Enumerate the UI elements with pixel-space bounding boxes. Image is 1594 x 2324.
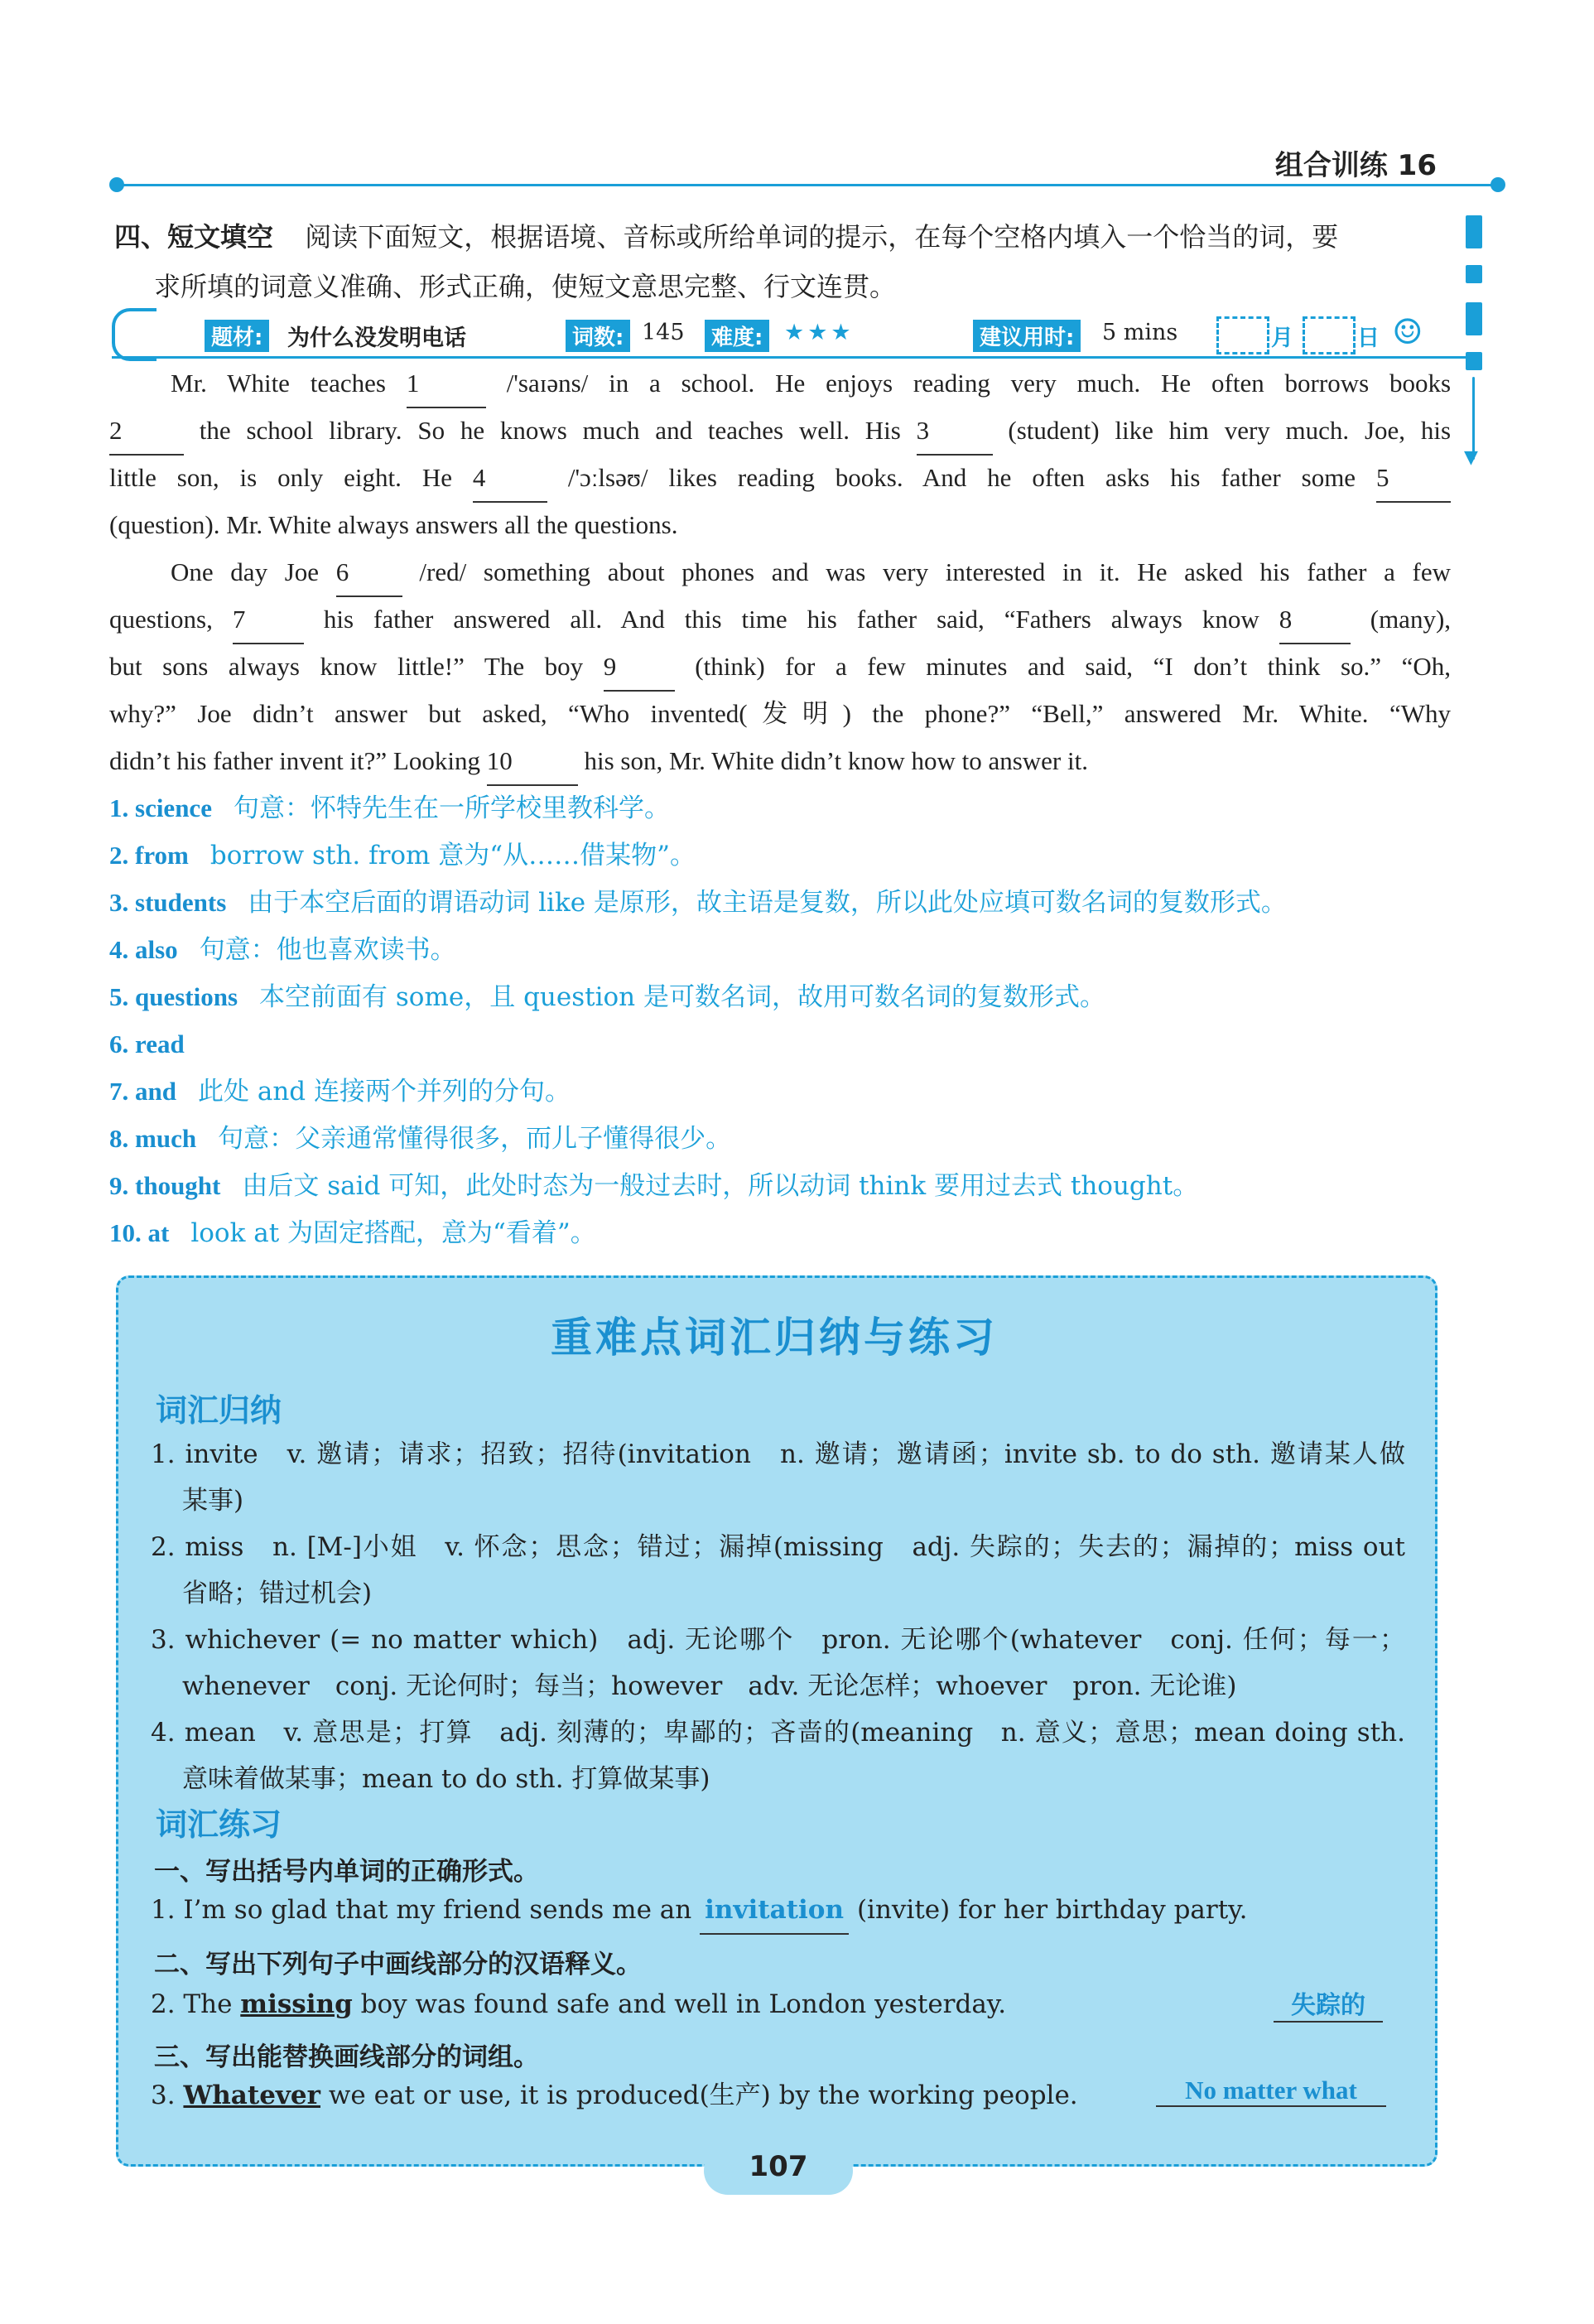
passage-line: but sons always know little!” The boy 9 (think) for a few minutes and said, “I don’t think so.” “Oh, bbox=[109, 643, 1451, 692]
instruction-line-1: 阅读下面短文，根据语境、音标或所给单词的提示，在每个空格内填入一个恰当的词，要 bbox=[305, 221, 1339, 253]
smiley-icon: ☺ bbox=[1392, 311, 1423, 352]
blank-10[interactable]: 10 bbox=[487, 737, 578, 786]
words-value: 145 bbox=[642, 320, 685, 345]
topic-tag: 题材: bbox=[205, 320, 269, 352]
answer-item: 2. from borrow sth. from 意为“从……借某物”。 bbox=[109, 841, 696, 870]
practice-3: 3. Whatever we eat or use, it is produced(生产) by the working people. bbox=[151, 2081, 1078, 2110]
practice-2-answer[interactable]: 失踪的 bbox=[1274, 1984, 1383, 2023]
rule-dot-left bbox=[109, 177, 124, 192]
blank-8[interactable]: 8 bbox=[1279, 595, 1351, 644]
blank-9[interactable]: 9 bbox=[604, 643, 675, 692]
answer-item: 6. read bbox=[109, 1029, 185, 1058]
answer-item: 9. thought 由后文 said 可知，此处时态为一般过去时，所以动词 think 要用过去式 thought。 bbox=[109, 1171, 1199, 1201]
answer-item: 8. much 句意：父亲通常懂得很多，而儿子懂得很少。 bbox=[109, 1124, 732, 1154]
answer-item: 3. students 由于本空后面的谓语动词 like 是原形，故主语是复数，所以此处应填可数名词的复数形式。 bbox=[109, 888, 1287, 918]
practice-3-heading: 三、写出能替换画线部分的词组。 bbox=[154, 2042, 539, 2072]
section-title: 组合训练 16 bbox=[1274, 149, 1437, 182]
vocab-item: 3. whichever (= no matter which) adj. 无论哪个 pron. 无论哪个(whatever conj. 任何；每一； bbox=[151, 1625, 1405, 1655]
passage-line: Mr. White teaches 1 /'saɪəns/ in a school. He enjoys reading very much. He often borrows books bbox=[109, 359, 1451, 408]
topic-value: 为什么没发明电话 bbox=[287, 325, 466, 351]
practice-heading: 词汇练习 bbox=[156, 1806, 282, 1843]
passage-line: (question). Mr. White always answers all the questions. bbox=[109, 510, 678, 539]
practice-3-answer[interactable]: No matter what bbox=[1156, 2076, 1386, 2107]
question-label: 四、短文填空 bbox=[114, 221, 274, 253]
practice-1-answer[interactable]: invitation bbox=[700, 1887, 849, 1935]
header-rule bbox=[116, 184, 1495, 186]
words-tag: 词数: bbox=[566, 320, 630, 352]
passage-line: One day Joe 6 /red/ something about phones and was very interested in it. He asked his father a few bbox=[109, 548, 1451, 597]
passage-line: why?” Joe didn’t answer but asked, “Who invented(发明) the phone?” “Bell,” answered Mr. White. “Why bbox=[109, 699, 1451, 728]
practice-1-heading: 一、写出括号内单词的正确形式。 bbox=[154, 1857, 539, 1887]
day-label: 日 bbox=[1357, 325, 1380, 351]
practice-2-heading: 二、写出下列句子中画线部分的汉语释义。 bbox=[154, 1950, 642, 1979]
rule-dot-right bbox=[1490, 177, 1505, 192]
side-decoration: ▼ bbox=[1466, 199, 1482, 480]
passage-line: 2 the school library. So he knows much and teaches well. His 3 (student) like him very much. Joe, his bbox=[109, 407, 1451, 456]
month-label: 月 bbox=[1271, 325, 1293, 351]
passage-line: didn’t his father invent it?” Looking 10 his son, Mr. White didn’t know how to answer it. bbox=[109, 737, 1451, 786]
vocab-item: 1. invite v. 邀请；请求；招致；招待(invitation n. 邀请；邀请函；invite sb. to do sth. 邀请某人做 bbox=[151, 1439, 1405, 1469]
summary-heading: 词汇归纳 bbox=[156, 1392, 282, 1429]
question-instructions bbox=[114, 212, 1456, 311]
practice-2: 2. The missing boy was found safe and well in London yesterday. bbox=[151, 1989, 1007, 2019]
vocab-item: whenever conj. 无论何时；每当；however adv. 无论怎样；whoever pron. 无论谁) bbox=[182, 1671, 1237, 1701]
blank-7[interactable]: 7 bbox=[233, 595, 304, 644]
vocabulary-title: 重难点词汇归纳与练习 bbox=[551, 1314, 998, 1362]
exercise-info-bar bbox=[112, 308, 1482, 358]
answer-item: 5. questions 本空前面有 some，且 question 是可数名词，故用可数名词的复数形式。 bbox=[109, 982, 1105, 1012]
answer-item: 10. at look at 为固定搭配，意为“看着”。 bbox=[109, 1218, 596, 1248]
blank-2[interactable]: 2 bbox=[109, 407, 184, 456]
time-value: 5 mins bbox=[1102, 320, 1178, 345]
time-tag: 建议用时: bbox=[973, 320, 1081, 352]
blank-6[interactable]: 6 bbox=[336, 548, 402, 597]
blank-1[interactable]: 1 bbox=[407, 359, 486, 408]
answer-item: 4. also 句意：他也喜欢读书。 bbox=[109, 935, 456, 965]
vocab-item: 省略；错过机会) bbox=[182, 1579, 373, 1608]
blank-3[interactable]: 3 bbox=[917, 407, 993, 456]
vocab-item: 2. miss n. [M-]小姐 v. 怀念；思念；错过；漏掉(missing adj. 失踪的；失去的；漏掉的；miss out bbox=[151, 1532, 1405, 1562]
passage-line: questions, 7 his father answered all. And this time his father said, “Fathers always know 8 (many), bbox=[109, 595, 1451, 644]
page-number: 107 bbox=[749, 2150, 808, 2183]
difficulty-tag: 难度: bbox=[705, 320, 769, 352]
passage-line: little son, is only eight. He 4 /'ɔːlsəʊ/ likes reading books. And he often asks his father some 5 bbox=[109, 454, 1451, 503]
month-box[interactable] bbox=[1216, 316, 1269, 354]
blank-4[interactable]: 4 bbox=[473, 454, 547, 503]
vocab-item: 4. mean v. 意思是；打算 adj. 刻薄的；卑鄙的；吝啬的(meaning n. 意义；意思；mean doing sth. bbox=[151, 1718, 1405, 1748]
instruction-line-2: 求所填的词意义准确、形式正确，使短文意思完整、行文连贯。 bbox=[154, 271, 897, 302]
answer-item: 1. science 句意：怀特先生在一所学校里教科学。 bbox=[109, 793, 670, 823]
blank-5[interactable]: 5 bbox=[1376, 454, 1451, 503]
answer-item: 7. and 此处 and 连接两个并列的分句。 bbox=[109, 1077, 571, 1107]
bracket-icon bbox=[112, 308, 157, 361]
day-box[interactable] bbox=[1303, 316, 1356, 354]
practice-1: 1. I’m so glad that my friend sends me an invitation (invite) for her birthday party. bbox=[151, 1887, 1405, 1935]
vocab-item: 意味着做某事；mean to do sth. 打算做某事) bbox=[182, 1764, 710, 1794]
difficulty-stars: ★★★ bbox=[784, 320, 855, 345]
vocab-item: 某事) bbox=[182, 1486, 244, 1516]
